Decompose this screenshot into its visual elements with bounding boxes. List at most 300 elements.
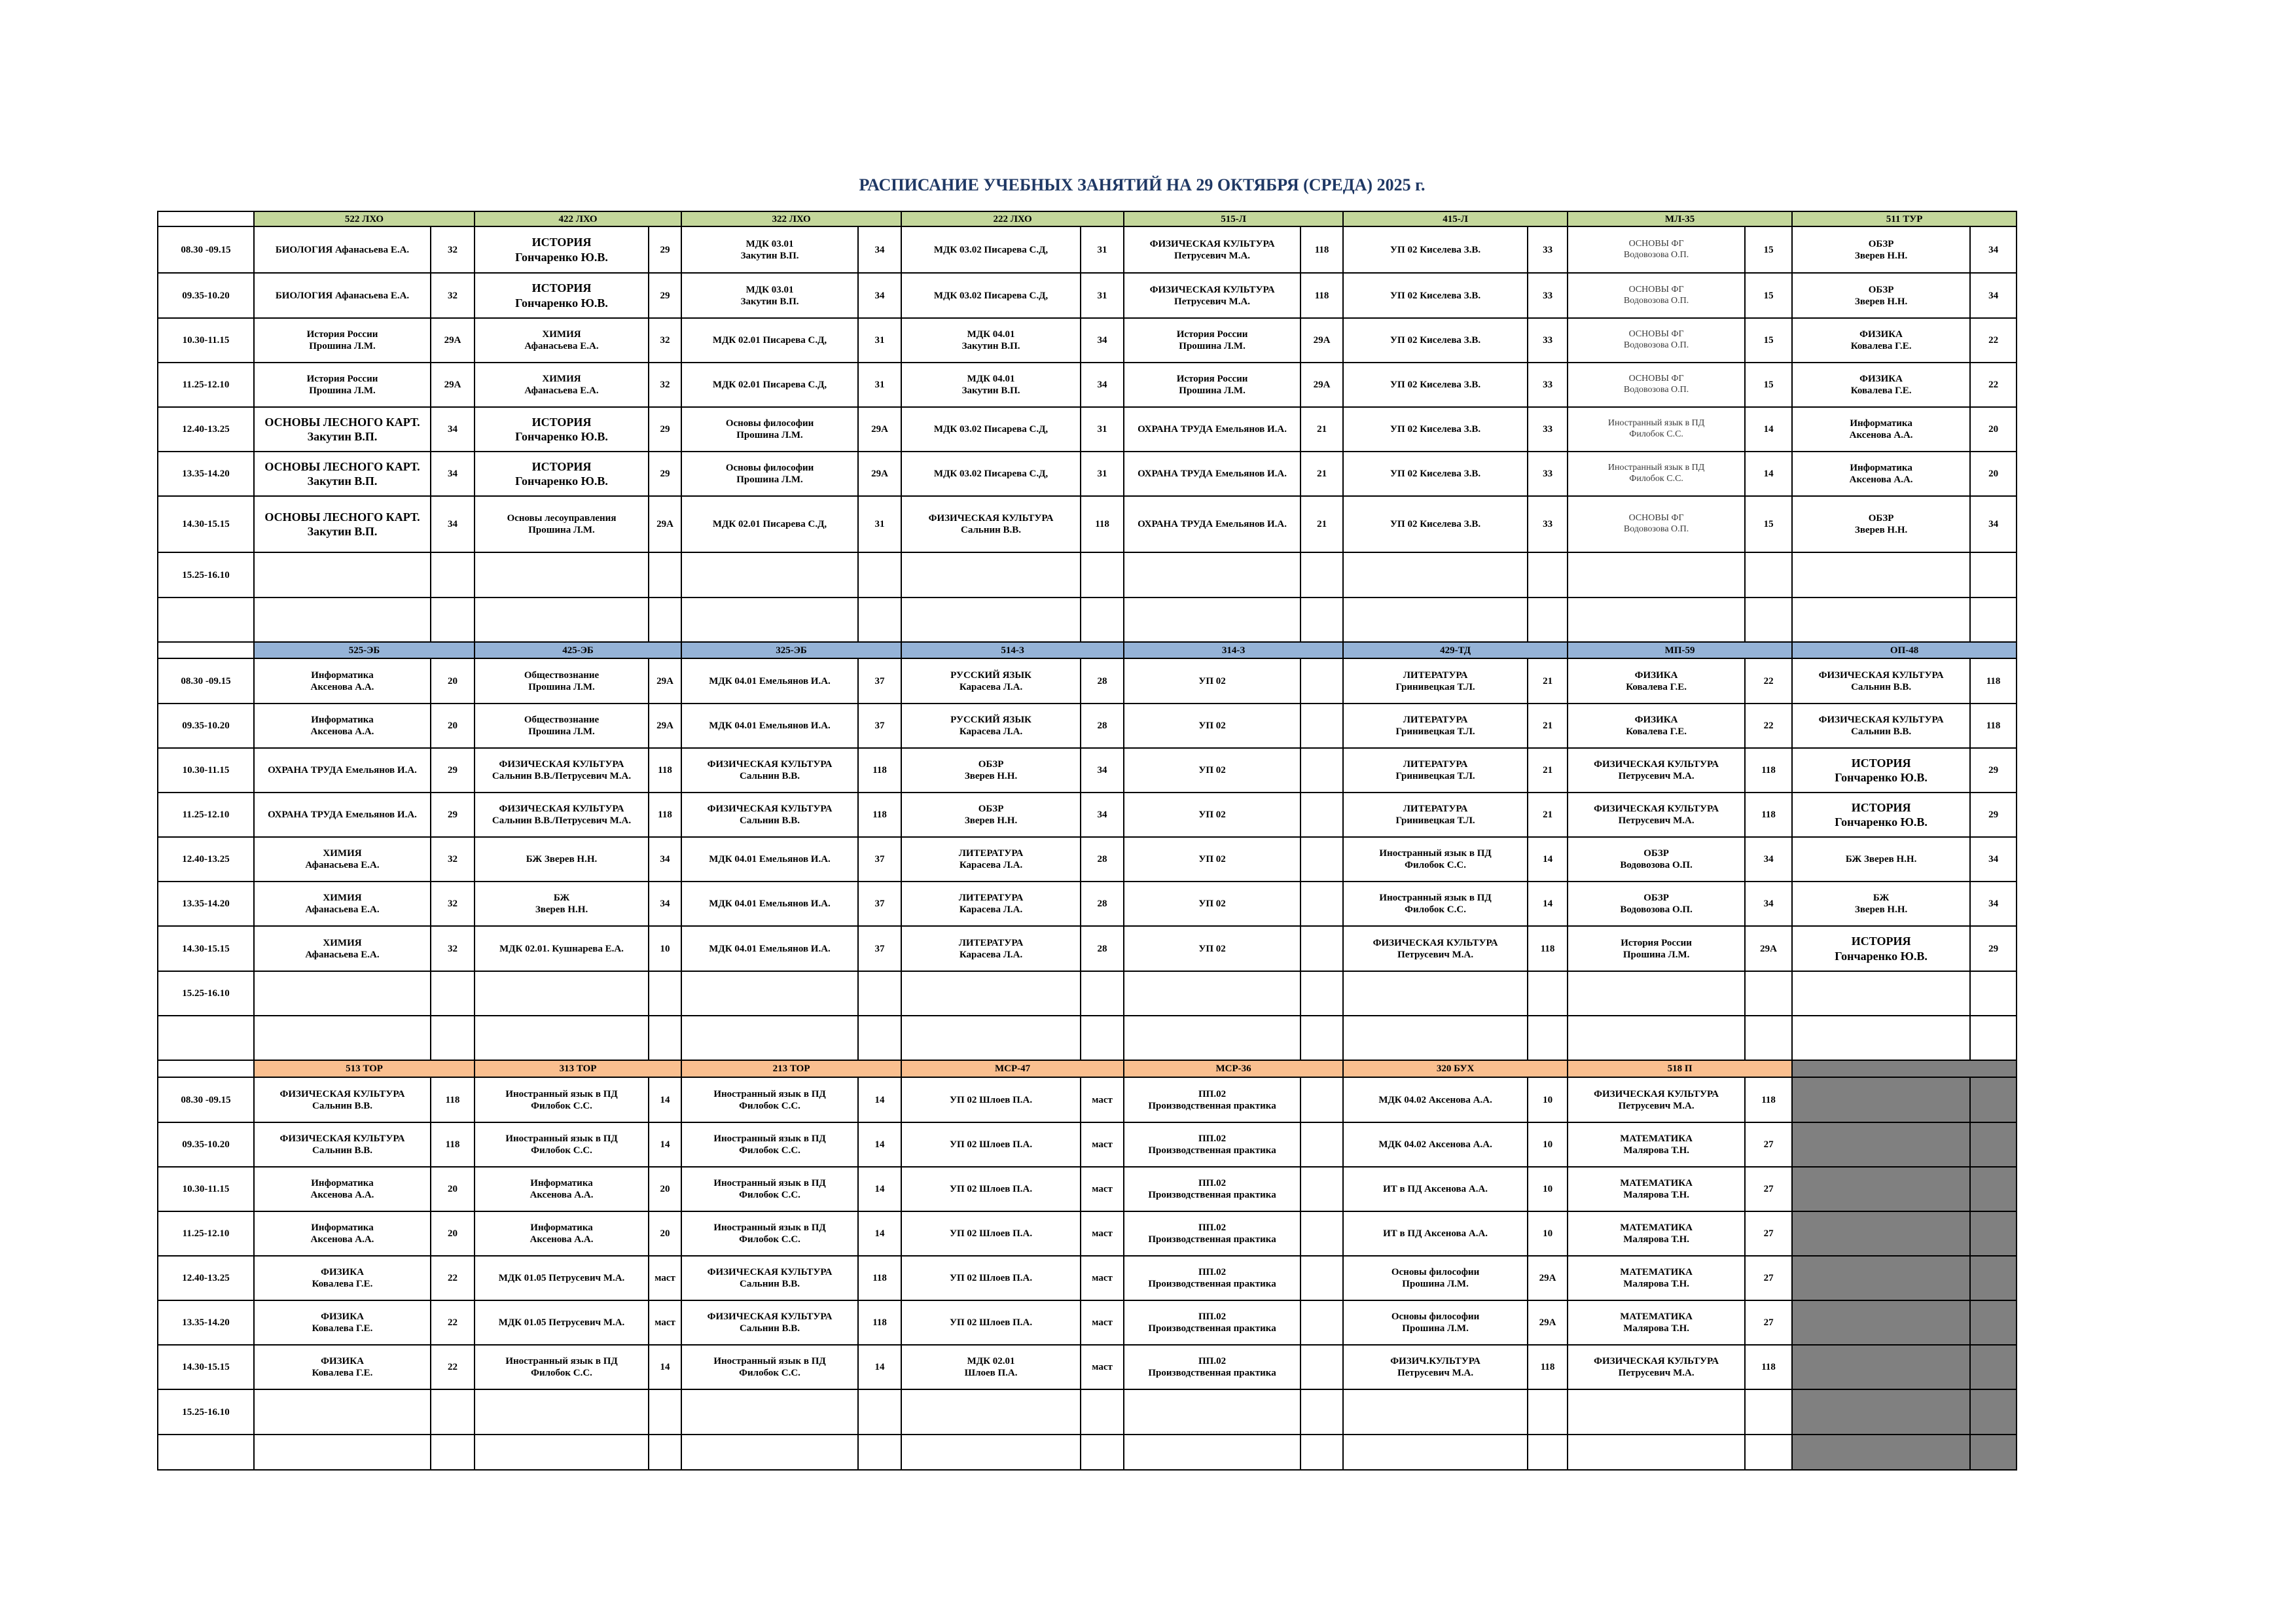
teacher-name: Производственная практика — [1148, 1234, 1276, 1245]
group-name: ОП-48 — [1792, 642, 2017, 658]
room-number: 34 — [649, 837, 681, 882]
teacher-name: Ковалева Г.Е. — [1850, 385, 1912, 396]
lesson-cell — [254, 597, 431, 642]
room-number — [1970, 1016, 2017, 1060]
lesson-cell — [1343, 318, 1528, 363]
teacher-name: Сальнин В.В. — [312, 1145, 372, 1156]
lesson-cell — [681, 882, 858, 926]
lesson-cell — [254, 1016, 431, 1060]
room-number: 32 — [649, 318, 681, 363]
subject-name: УП 02 — [1198, 854, 1226, 865]
subject-name: УП 02 Киселева З.В. — [1390, 380, 1481, 390]
lesson-cell — [475, 452, 649, 496]
teacher-name: Малярова Т.Н. — [1623, 1234, 1689, 1245]
time-slot — [158, 1016, 254, 1060]
teacher-name: Зверев Н.Н. — [1854, 525, 1908, 535]
lesson-cell — [1792, 748, 1970, 793]
lesson-cell — [1568, 658, 1745, 704]
room-number: 118 — [1745, 1077, 1792, 1122]
lesson-cell — [901, 318, 1081, 363]
room-number: 29 — [431, 793, 475, 837]
subject-name: История России — [1621, 937, 1692, 948]
subject-name: УП 02 Шлоев П.А. — [950, 1139, 1033, 1150]
subject-name: МАТЕМАТИКА — [1620, 1178, 1693, 1188]
lesson-row — [158, 658, 2017, 704]
room-number — [1970, 971, 2017, 1016]
subject-name: ПП.02 — [1198, 1133, 1227, 1144]
lesson-cell — [1124, 1122, 1300, 1167]
lesson-cell — [901, 793, 1081, 837]
subject-name: ФИЗИЧЕСКАЯ КУЛЬТУРА — [1594, 1088, 1719, 1099]
subject-name: ХИМИЯ — [323, 937, 362, 948]
lesson-cell — [1792, 597, 1970, 642]
lesson-cell — [475, 407, 649, 452]
room-number: 20 — [431, 704, 475, 748]
lesson-cell — [681, 496, 858, 552]
time-slot: 13.35-14.20 — [158, 1300, 254, 1345]
teacher-name: Зверев Н.Н. — [964, 771, 1018, 781]
lesson-row — [158, 1435, 2017, 1470]
lesson-cell — [1124, 273, 1300, 318]
subject-name: УП 02 Шлоев П.А. — [950, 1317, 1033, 1328]
room-number: 118 — [858, 748, 901, 793]
room-number — [431, 1016, 475, 1060]
room-number: 20 — [431, 1211, 475, 1256]
lesson-cell — [1343, 363, 1528, 407]
lesson-cell — [1124, 407, 1300, 452]
lesson-cell — [681, 452, 858, 496]
teacher-name: Аксенова А.А. — [529, 1234, 594, 1245]
subject-name: УП 02 — [1198, 899, 1226, 909]
subject-name: ИСТОРИЯ — [1851, 800, 1911, 814]
room-number: 27 — [1745, 1300, 1792, 1345]
subject-name: ФИЗИЧЕСКАЯ КУЛЬТУРА — [1818, 715, 1944, 725]
room-number — [1300, 704, 1343, 748]
teacher-name: Аксенова А.А. — [529, 1190, 594, 1200]
subject-name: МДК 03.02 Писарева С.Д, — [933, 290, 1049, 301]
room-number: 22 — [431, 1300, 475, 1345]
lesson-cell — [475, 1077, 649, 1122]
room-number: 34 — [1081, 793, 1124, 837]
subject-name: Информатика — [1850, 418, 1912, 429]
subject-name: МДК 04.01 Емельянов И.А. — [709, 675, 831, 687]
lesson-cell — [1792, 1016, 1970, 1060]
room-number: 20 — [431, 658, 475, 704]
filler-cell — [1792, 1122, 1970, 1167]
teacher-name: Карасева Л.А. — [959, 860, 1023, 870]
room-number: 21 — [1300, 407, 1343, 452]
subject-name: ПП.02 — [1198, 1222, 1227, 1233]
room-number: 14 — [1745, 452, 1792, 496]
teacher-name: Сальнин В.В. — [740, 815, 800, 826]
lesson-cell — [475, 363, 649, 407]
subject-name: ХИМИЯ — [323, 893, 362, 903]
subject-name: УП 02 — [1198, 721, 1226, 731]
teacher-name: Прошина Л.М. — [736, 474, 803, 485]
lesson-cell — [681, 1256, 858, 1300]
lesson-cell — [1343, 597, 1528, 642]
room-number: 118 — [649, 748, 681, 793]
room-number: 34 — [1970, 496, 2017, 552]
filler-cell — [1970, 1211, 2017, 1256]
teacher-name: Гончаренко Ю.В. — [515, 430, 608, 443]
lesson-cell — [1343, 273, 1528, 318]
group-name: МСР-36 — [1124, 1060, 1343, 1077]
room-number: 27 — [1745, 1256, 1792, 1300]
subject-name: МДК 04.02 Аксенова А.А. — [1378, 1139, 1492, 1150]
lesson-cell — [254, 1122, 431, 1167]
time-slot: 14.30-15.15 — [158, 496, 254, 552]
lesson-cell — [901, 407, 1081, 452]
group-name: 422 ЛХО — [475, 211, 681, 226]
lesson-cell — [681, 273, 858, 318]
lesson-cell — [475, 496, 649, 552]
room-number: маст — [1081, 1077, 1124, 1122]
subject-name: УП 02 Шлоев П.А. — [950, 1184, 1033, 1194]
room-number: 22 — [1970, 318, 2017, 363]
subject-name: ЛИТЕРАТУРА — [958, 893, 1024, 903]
lesson-cell — [1792, 971, 1970, 1016]
time-slot: 10.30-11.15 — [158, 1167, 254, 1211]
teacher-name: Филобок С.С. — [1629, 474, 1683, 484]
teacher-name: Зверев Н.Н. — [1854, 296, 1908, 307]
teacher-name: Сальнин В.В. — [961, 525, 1022, 535]
room-number — [1300, 1435, 1343, 1470]
teacher-name: Гончаренко Ю.В. — [515, 250, 608, 264]
lesson-cell — [1343, 226, 1528, 273]
subject-name: МДК 01.05 Петрусевич М.А. — [498, 1273, 625, 1283]
subject-name: ОСНОВЫ ФГ — [1628, 284, 1684, 294]
subject-name: БЖ Зверев Н.Н. — [526, 854, 598, 865]
subject-name: Информатика — [530, 1222, 593, 1233]
lesson-cell — [1568, 597, 1745, 642]
lesson-cell — [1124, 452, 1300, 496]
room-number: 14 — [649, 1122, 681, 1167]
room-number: 22 — [1745, 658, 1792, 704]
lesson-row — [158, 552, 2017, 597]
lesson-cell — [681, 1300, 858, 1345]
lesson-row — [158, 597, 2017, 642]
room-number: 29 — [649, 273, 681, 318]
subject-name: ОСНОВЫ ЛЕСНОГО КАРТ. — [264, 510, 420, 524]
teacher-name: Прошина Л.М. — [1402, 1323, 1469, 1334]
lesson-row — [158, 926, 2017, 971]
room-number: 14 — [1528, 882, 1568, 926]
subject-name: МАТЕМАТИКА — [1620, 1222, 1693, 1233]
room-number: 29А — [1528, 1300, 1568, 1345]
room-number: 34 — [431, 496, 475, 552]
room-number: 22 — [1970, 363, 2017, 407]
room-number: 34 — [1970, 273, 2017, 318]
timetable — [157, 211, 2017, 1471]
time-slot: 13.35-14.20 — [158, 882, 254, 926]
room-number: 34 — [1970, 882, 2017, 926]
lesson-cell — [254, 318, 431, 363]
room-number: 29А — [649, 496, 681, 552]
time-slot: 11.25-12.10 — [158, 1211, 254, 1256]
room-number — [431, 971, 475, 1016]
room-number — [1300, 882, 1343, 926]
room-number: 27 — [1745, 1211, 1792, 1256]
lesson-cell — [475, 1016, 649, 1060]
room-number — [1300, 1256, 1343, 1300]
subject-name: ОБЗР — [1868, 238, 1894, 249]
time-slot — [158, 1435, 254, 1470]
room-number — [1300, 1077, 1343, 1122]
teacher-name: Прошина Л.М. — [736, 430, 803, 440]
subject-name: Иностранный язык в ПД — [505, 1133, 618, 1144]
lesson-cell — [1568, 1300, 1745, 1345]
lesson-cell — [254, 363, 431, 407]
subject-name: Основы философии — [1391, 1311, 1480, 1322]
teacher-name: Сальнин В.В./Петрусевич М.А. — [492, 771, 632, 781]
subject-name: МАТЕМАТИКА — [1620, 1267, 1693, 1277]
lesson-cell — [1124, 552, 1300, 597]
lesson-cell — [1792, 318, 1970, 363]
lesson-cell — [1124, 226, 1300, 273]
room-number — [1300, 1016, 1343, 1060]
lesson-cell — [1124, 1300, 1300, 1345]
subject-name: МДК 02.01 Писарева С.Д, — [712, 335, 827, 346]
room-number: 21 — [1528, 658, 1568, 704]
subject-name: ОСНОВЫ ФГ — [1628, 374, 1684, 384]
subject-name: Иностранный язык в ПД — [1607, 418, 1705, 429]
room-number: 29А — [1300, 318, 1343, 363]
room-number: 34 — [1745, 837, 1792, 882]
room-number — [649, 597, 681, 642]
teacher-name: Карасева Л.А. — [959, 949, 1023, 960]
group-name: 513 ТОР — [254, 1060, 475, 1077]
subject-name: История России — [306, 374, 378, 384]
group-name: 222 ЛХО — [901, 211, 1124, 226]
teacher-name: Аксенова А.А. — [1849, 430, 1913, 440]
subject-name: Основы философии — [1391, 1267, 1480, 1277]
room-number: 118 — [1970, 704, 2017, 748]
room-number: 10 — [1528, 1167, 1568, 1211]
lesson-cell — [1124, 1256, 1300, 1300]
room-number: 118 — [1970, 658, 2017, 704]
teacher-name: Сальнин В.В. — [740, 1323, 800, 1334]
filler-cell — [1792, 1256, 1970, 1300]
room-number: 34 — [1081, 363, 1124, 407]
teacher-name: Гринивецкая Т.Л. — [1395, 771, 1475, 781]
teacher-name: Афанасьева Е.А. — [305, 949, 380, 960]
time-slot: 12.40-13.25 — [158, 1256, 254, 1300]
room-number — [1528, 971, 1568, 1016]
time-slot: 11.25-12.10 — [158, 363, 254, 407]
lesson-cell — [1792, 273, 1970, 318]
lesson-cell — [1568, 882, 1745, 926]
room-number — [1745, 971, 1792, 1016]
lesson-cell — [901, 704, 1081, 748]
lesson-cell — [475, 704, 649, 748]
room-number — [1300, 793, 1343, 837]
teacher-name: Производственная практика — [1148, 1368, 1276, 1378]
room-number — [1300, 971, 1343, 1016]
lesson-cell — [681, 407, 858, 452]
subject-name: ОБЗР — [1643, 893, 1669, 903]
lesson-cell — [681, 971, 858, 1016]
time-slot: 08.30 -09.15 — [158, 226, 254, 273]
lesson-cell — [681, 1122, 858, 1167]
subject-name: ФИЗИЧЕСКАЯ КУЛЬТУРА — [1149, 284, 1275, 295]
teacher-name: Малярова Т.Н. — [1623, 1323, 1689, 1334]
room-number: 29 — [649, 407, 681, 452]
lesson-cell — [475, 1300, 649, 1345]
lesson-cell — [681, 226, 858, 273]
subject-name: Иностранный язык в ПД — [713, 1088, 826, 1099]
lesson-cell — [1343, 1077, 1528, 1122]
room-number — [1300, 1389, 1343, 1435]
room-number: 32 — [431, 926, 475, 971]
lesson-cell — [681, 552, 858, 597]
room-number: 34 — [1970, 226, 2017, 273]
teacher-name: Афанасьева Е.А. — [305, 860, 380, 870]
lesson-cell — [681, 793, 858, 837]
room-number: 118 — [431, 1077, 475, 1122]
lesson-cell — [681, 704, 858, 748]
room-number: 37 — [858, 882, 901, 926]
teacher-name: Прошина Л.М. — [1623, 949, 1690, 960]
lesson-cell — [1343, 452, 1528, 496]
lesson-cell — [1124, 1389, 1300, 1435]
room-number: 37 — [858, 926, 901, 971]
teacher-name: Закутин В.П. — [961, 385, 1020, 396]
room-number: 29А — [858, 452, 901, 496]
lesson-cell — [1568, 273, 1745, 318]
lesson-row — [158, 1256, 2017, 1300]
lesson-row — [158, 1167, 2017, 1211]
time-slot: 11.25-12.10 — [158, 793, 254, 837]
subject-name: ФИЗИЧЕСКАЯ КУЛЬТУРА — [499, 759, 624, 770]
subject-name: ОБЗР — [1643, 848, 1669, 859]
lesson-cell — [681, 318, 858, 363]
lesson-cell — [1343, 748, 1528, 793]
subject-name: ФИЗИЧЕСКАЯ КУЛЬТУРА — [928, 513, 1054, 524]
subject-name: ИСТОРИЯ — [531, 415, 592, 429]
lesson-cell — [475, 273, 649, 318]
lesson-cell — [681, 1167, 858, 1211]
group-name: МЛ-35 — [1568, 211, 1792, 226]
room-number: 29 — [1970, 748, 2017, 793]
subject-name: УП 02 Шлоев П.А. — [950, 1094, 1033, 1105]
teacher-name: Филобок С.С. — [1405, 904, 1466, 915]
subject-name: ФИЗИКА — [1859, 329, 1903, 340]
lesson-cell — [475, 1345, 649, 1389]
lesson-cell — [254, 704, 431, 748]
subject-name: ХИМИЯ — [542, 374, 581, 384]
lesson-cell — [1343, 1211, 1528, 1256]
subject-name: ОХРАНА ТРУДА Емельянов И.А. — [1138, 519, 1287, 529]
room-number: 29 — [1970, 926, 2017, 971]
lesson-cell — [475, 1167, 649, 1211]
teacher-name: Прошина Л.М. — [528, 681, 595, 692]
teacher-name: Филобок С.С. — [531, 1100, 592, 1111]
room-number: 10 — [1528, 1211, 1568, 1256]
lesson-cell — [1568, 318, 1745, 363]
teacher-name: Прошина Л.М. — [309, 385, 376, 396]
teacher-name: Петрусевич М.А. — [1397, 949, 1474, 960]
subject-name: ОСНОВЫ ЛЕСНОГО КАРТ. — [264, 415, 420, 429]
subject-name: МАТЕМАТИКА — [1620, 1133, 1693, 1144]
subject-name: УП 02 Киселева З.В. — [1390, 469, 1481, 479]
teacher-name: Производственная практика — [1148, 1100, 1276, 1111]
room-number — [1745, 1389, 1792, 1435]
group-name: 511 ТУР — [1792, 211, 2017, 226]
subject-name: ОСНОВЫ ЛЕСНОГО КАРТ. — [264, 459, 420, 473]
lesson-cell — [475, 1122, 649, 1167]
subject-name: ФИЗИЧЕСКАЯ КУЛЬТУРА — [1818, 669, 1944, 681]
teacher-name: Петрусевич М.А. — [1618, 1368, 1695, 1378]
subject-name: Информатика — [530, 1178, 593, 1188]
subject-name: ФИЗИКА — [1634, 715, 1678, 725]
room-number — [1300, 1211, 1343, 1256]
teacher-name: Петрусевич М.А. — [1174, 296, 1251, 307]
subject-name: ФИЗИЧЕСКАЯ КУЛЬТУРА — [1594, 1356, 1719, 1366]
time-slot: 10.30-11.15 — [158, 748, 254, 793]
subject-name: ЛИТЕРАТУРА — [958, 848, 1024, 859]
subject-name: ХИМИЯ — [323, 848, 362, 859]
room-number: 31 — [1081, 273, 1124, 318]
lesson-cell — [1343, 552, 1528, 597]
room-number: 33 — [1528, 318, 1568, 363]
lesson-cell — [1124, 882, 1300, 926]
room-number — [858, 1435, 901, 1470]
teacher-name: Филобок С.С. — [531, 1368, 592, 1378]
filler-cell — [1970, 1389, 2017, 1435]
lesson-row — [158, 407, 2017, 452]
teacher-name: Филобок С.С. — [739, 1100, 800, 1111]
lesson-cell — [681, 1389, 858, 1435]
room-number: 118 — [649, 793, 681, 837]
lesson-cell — [254, 1256, 431, 1300]
room-number: 118 — [858, 793, 901, 837]
room-number: 34 — [431, 452, 475, 496]
lesson-cell — [1124, 793, 1300, 837]
lesson-cell — [1343, 1122, 1528, 1167]
lesson-cell — [681, 363, 858, 407]
subject-name: УП 02 — [1198, 675, 1226, 687]
lesson-cell — [1343, 882, 1528, 926]
lesson-cell — [475, 971, 649, 1016]
lesson-cell — [254, 452, 431, 496]
room-number: 29 — [649, 226, 681, 273]
teacher-name: Водовозова О.П. — [1623, 340, 1689, 350]
room-number: 31 — [858, 496, 901, 552]
teacher-name: Ковалева Г.Е. — [1626, 726, 1687, 737]
room-number: 10 — [649, 926, 681, 971]
teacher-name: Прошина Л.М. — [528, 726, 595, 737]
subject-name: ОБЗР — [1868, 513, 1894, 524]
subject-name: МДК 04.01 — [967, 329, 1015, 340]
room-number: маст — [1081, 1167, 1124, 1211]
lesson-cell — [1343, 407, 1528, 452]
room-number — [858, 1389, 901, 1435]
room-number: маст — [649, 1256, 681, 1300]
teacher-name: Ковалева Г.Е. — [312, 1368, 373, 1378]
teacher-name: Закутин В.П. — [961, 341, 1020, 351]
lesson-cell — [1343, 837, 1528, 882]
lesson-cell — [475, 318, 649, 363]
teacher-name: Ковалева Г.Е. — [1850, 341, 1912, 351]
lesson-cell — [1792, 496, 1970, 552]
teacher-name: Петрусевич М.А. — [1618, 771, 1695, 781]
subject-name: ФИЗИКА — [321, 1267, 364, 1277]
room-number — [1081, 1016, 1124, 1060]
lesson-cell — [1124, 837, 1300, 882]
filler-cell — [1792, 1167, 1970, 1211]
subject-name: ИСТОРИЯ — [531, 236, 592, 249]
